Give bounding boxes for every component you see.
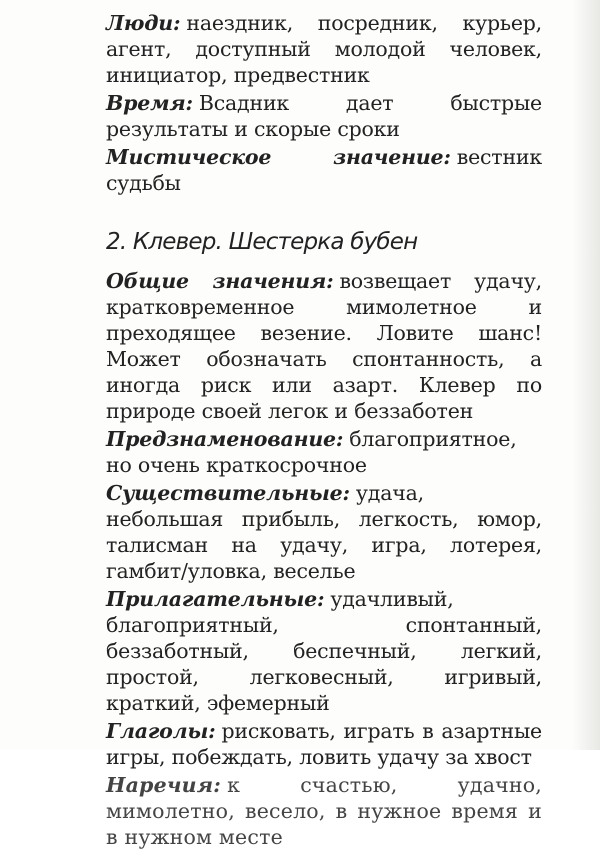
paragraph-people [106, 10, 542, 88]
term-label: Люди: [106, 11, 181, 35]
term-label: Мистическое значение: [106, 145, 451, 169]
term-label: Глаголы: [106, 719, 216, 743]
paragraph-mystic-meaning [106, 144, 542, 196]
page-edge-shadow [572, 0, 600, 750]
term-text: удача, небольшая прибыль, легкость, юмор, талисман на удачу, игра, лотерея, гамбит/уловка, веселье [106, 481, 542, 583]
section-heading: 2. Клевер. Шестерка бубен [106, 229, 418, 255]
term-label: Прилагательные: [106, 587, 325, 611]
paragraph-time [106, 90, 542, 142]
top-text-block [106, 10, 542, 196]
term-text: наездник, посредник, курьер, агент, доступный молодой человек, инициатор, предвестник [106, 11, 542, 87]
term-label: Общие значения: [106, 269, 334, 293]
paragraph-omen [106, 426, 542, 478]
paragraph-nouns [106, 480, 542, 584]
term-text: вестник судьбы [106, 145, 542, 195]
term-label: Предзнаменование: [106, 427, 344, 451]
paragraph-general-meanings [106, 268, 542, 424]
paragraph-adjectives [106, 586, 542, 716]
term-text: удачливый, благоприятный, спонтанный, беззаботный, беспечный, легкий, простой, легковесный, игривый, краткий, эфемерный [106, 587, 542, 715]
paragraph-verbs [106, 718, 542, 770]
term-label: Наречия: [106, 773, 222, 797]
term-text: к счастью, удачно, мимолетно, весело, в нужное время и в нужном месте [106, 773, 542, 849]
term-text: рисковать, играть в азартные игры, побеждать, ловить удачу за хвост [106, 719, 542, 769]
paragraph-adverbs [106, 772, 542, 850]
term-text: возвещает удачу, кратковременное мимолетное и преходящее везение. Ловите шанс! Может обозначать спонтанность, а иногда риск или азарт. Клевер по природе своей легок и беззаботен [106, 269, 542, 423]
section-body [106, 268, 542, 850]
term-text: благоприятное, но очень краткосрочное [106, 427, 517, 477]
term-label: Время: [106, 91, 193, 115]
term-text: Всадник дает быстрые результаты и скорые сроки [106, 91, 542, 141]
term-label: Существительные: [106, 481, 350, 505]
